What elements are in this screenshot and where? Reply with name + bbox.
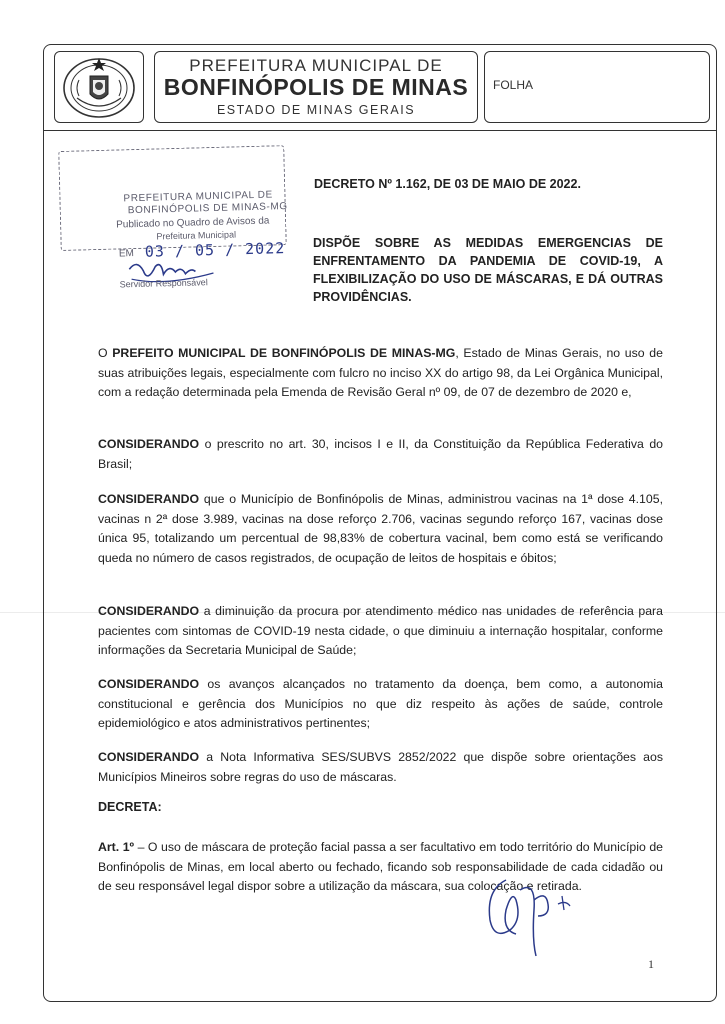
municipal-coat-of-arms-icon — [59, 54, 139, 120]
decree-title: DECRETO Nº 1.162, DE 03 DE MAIO DE 2022. — [314, 177, 581, 191]
intro-prefix: O — [98, 346, 113, 360]
considerando-label: CONSIDERANDO — [98, 437, 200, 451]
stamp-date: 03 / 05 / 2022 — [144, 239, 286, 261]
considerando-3 — [98, 602, 663, 661]
decree-summary: DISPÕE SOBRE AS MEDIDAS EMERGENCIAS DE ENFRENTAMENTO DA PANDEMIA DE COVID-19, A FLEXIBILIZAÇÃO DO USO DE MÁSCARAS, E DÁ OUTRAS PROVIDÊNCIAS. — [313, 236, 663, 304]
article-1-label: Art. 1º — [98, 840, 135, 854]
considerando-2-text: que o Município de Bonfinópolis de Minas, administrou vacinas na 1ª dose 4.105, vacinas n 2ª dose 3.989, vacinas na dose reforço 2.706, vacinas segundo reforço 167, vacinas dose única 95, totalizando um percentual de 98,83% de cobertura vacinal, bem como está se verificando queda no número de casos registrados, de ocupação de leitos de hospitais e óbitos; — [98, 492, 663, 565]
article-1-text: – O uso de máscara de proteção facial passa a ser facultativo em todo território do Município de Bonfinópolis de Minas, em local aberto ou fechado, ficando sob responsabilidade de cada cidadão ou de seu responsável legal dispor sobre a utilização da máscara, sua colocação e retirada. — [98, 840, 663, 893]
seal-box — [54, 51, 144, 123]
stamp-line1: PREFEITURA MUNICIPAL DE — [123, 189, 273, 205]
page-number: 1 — [648, 957, 654, 971]
considerando-4-text: os avanços alcançados no tratamento da doença, bem como, a autonomia constitucional e gerência dos Municípios no que diz respeito às ações de saúde, controle epidemiológico e atos administrativos pertinentes; — [98, 677, 663, 730]
decreta-heading: DECRETA: — [98, 800, 162, 814]
intro-bold: PREFEITO MUNICIPAL DE BONFINÓPOLIS DE MINAS-MG — [112, 346, 456, 360]
considerando-5-text: a Nota Informativa SES/SUBVS 2852/2022 que dispõe sobre orientações aos Municípios Mineiros sobre regras do uso de máscaras. — [98, 750, 663, 784]
considerando-4 — [98, 675, 663, 734]
considerando-5 — [98, 748, 663, 787]
considerando-label: CONSIDERANDO — [98, 492, 200, 506]
considerando-1 — [98, 435, 663, 474]
header-municipality-name: BONFINÓPOLIS DE MINAS — [163, 74, 469, 100]
considerando-label: CONSIDERANDO — [98, 750, 200, 764]
intro-text: , Estado de Minas Gerais, no uso de suas atribuições legais, especialmente com fulcro no inciso XX do artigo 98, da Lei Orgânica Municipal, com a redação determinada pela Emenda de Revisão Geral nº 09, de 07 de dezembro de 2020 e, — [98, 346, 663, 399]
considerando-label: CONSIDERANDO — [98, 677, 200, 691]
municipality-title-box — [154, 51, 478, 123]
considerando-2 — [98, 490, 663, 568]
intro-paragraph — [98, 344, 663, 403]
stamp-em-label: EM — [118, 248, 135, 260]
considerando-3-text: a diminuição da procura por atendimento médico nas unidades de referência para pacientes com sintomas de COVID-19 nesta cidade, o que diminuiu a internação hospitalar, conforme informações da Secretaria Municipal de Saúde; — [98, 604, 663, 657]
folha-label: FOLHA — [493, 78, 534, 92]
folha-box — [484, 51, 710, 123]
stamp-line2: BONFINÓPOLIS DE MINAS-MG — [127, 201, 288, 217]
stamp-servidor: Servidor Responsável — [119, 277, 208, 290]
stamp-line3: Publicado no Quadro de Avisos da — [116, 215, 270, 231]
considerando-label: CONSIDERANDO — [98, 604, 200, 618]
stamp-line4: Prefeitura Municipal — [156, 229, 237, 242]
header-prefeitura: PREFEITURA MUNICIPAL DE — [189, 56, 443, 75]
letterhead — [44, 45, 716, 131]
mayor-signature — [476, 860, 586, 960]
publication-stamp — [58, 145, 292, 291]
header-state: ESTADO DE MINAS GERAIS — [216, 103, 416, 117]
considerando-1-text: o prescrito no art. 30, incisos I e II, da Constituição da República Federativa do Brasil; — [98, 437, 663, 471]
